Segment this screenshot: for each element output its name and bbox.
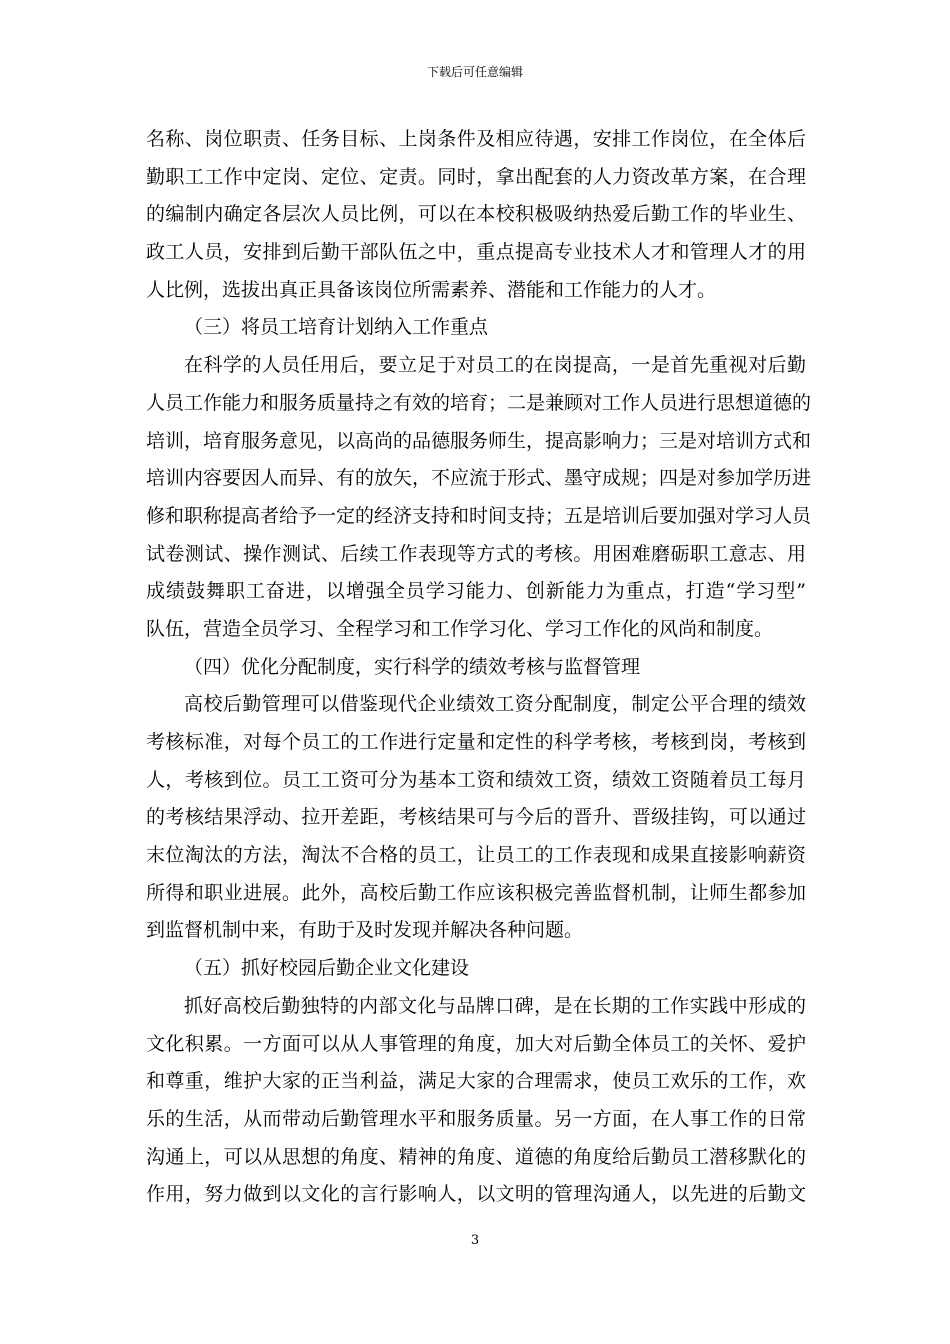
section-heading: （五）抓好校园后勤企业文化建设 [184, 957, 470, 980]
body-line: 修和职称提高者给予一定的经济支持和时间支持；五是培训后要加强对学习人员 [146, 504, 812, 527]
body-line: 的考核结果浮动、拉开差距，考核结果可与今后的晋升、晋级挂钩，可以通过 [146, 806, 806, 829]
body-line: 队伍，营造全员学习、全程学习和工作学习化、学习工作化的风尚和制度。 [146, 617, 774, 640]
body-line: 政工人员，安排到后勤干部队伍之中，重点提高专业技术人才和管理人才的用 [146, 241, 806, 264]
body-line: 培训内容要因人而异、有的放矢，不应流于形式、墨守成规；四是对参加学历进 [146, 467, 812, 490]
body-line: 试卷测试、操作测试、后续工作表现等方式的考核。用困难磨砺职工意志、用 [146, 542, 806, 565]
body-line: 文化积累。一方面可以从人事管理的角度，加大对后勤全体员工的关怀、爱护 [146, 1032, 806, 1055]
body-line: 人比例，选拔出真正具备该岗位所需素养、潜能和工作能力的人才。 [146, 278, 717, 301]
body-line: 名称、岗位职责、任务目标、上岗条件及相应待遇，安排工作岗位，在全体后 [146, 128, 806, 150]
body-line: 所得和职业进展。此外，高校后勤工作应该积极完善监督机制，让师生都参加 [146, 881, 806, 904]
body-line: 和尊重，维护大家的正当利益，满足大家的合理需求，使员工欢乐的工作，欢 [146, 1070, 806, 1093]
body-line: 作用，努力做到以文化的言行影响人，以文明的管理沟通人，以先进的后勤文 [146, 1183, 806, 1206]
page-header: 下载后可任意编辑 [426, 65, 523, 79]
body-line: 乐的生活，从而带动后勤管理水平和服务质量。另一方面，在人事工作的日常 [146, 1107, 806, 1130]
body-line: 到监督机制中来，有助于及时发现并解决各种问题。 [146, 919, 584, 942]
body-line: 沟通上，可以从思想的角度、精神的角度、道德的角度给后勤员工潜移默化的 [146, 1145, 806, 1168]
body-line: 末位淘汰的方法，淘汰不合格的员工，让员工的工作表现和成果直接影响薪资 [146, 844, 806, 867]
section-heading: （四）优化分配制度，实行科学的绩效考核与监督管理 [184, 655, 641, 678]
body-line: 在科学的人员任用后，要立足于对员工的在岗提高，一是首先重视对后勤 [184, 354, 806, 377]
body-line: 成绩鼓舞职工奋进，以增强全员学习能力、创新能力为重点，打造“学习型” [146, 580, 806, 603]
body-line: 的编制内确定各层次人员比例，可以在本校积极吸纳热爱后勤工作的毕业生、 [146, 203, 806, 226]
body-line: 考核标准，对每个员工的工作进行定量和定性的科学考核，考核到岗，考核到 [146, 731, 806, 753]
body-line: 人，考核到位。员工工资可分为基本工资和绩效工资，绩效工资随着员工每月 [146, 768, 806, 791]
page-number: 3 [470, 1233, 480, 1248]
document-body [146, 121, 812, 1214]
body-line: 勤职工工作中定岗、定位、定责。同时，拿出配套的人力资改革方案，在合理 [146, 165, 806, 188]
body-line: 抓好高校后勤独特的内部文化与品牌口碑，是在长期的工作实践中形成的 [184, 994, 806, 1017]
body-line: 高校后勤管理可以借鉴现代企业绩效工资分配制度，制定公平合理的绩效 [184, 693, 806, 716]
section-heading: （三）将员工培育计划纳入工作重点 [184, 316, 489, 339]
body-line: 培训，培育服务意见，以高尚的品德服务师生，提高影响力；三是对培训方式和 [146, 429, 812, 452]
body-line: 人员工作能力和服务质量持之有效的培育；二是兼顾对工作人员进行思想道德的 [146, 391, 812, 414]
